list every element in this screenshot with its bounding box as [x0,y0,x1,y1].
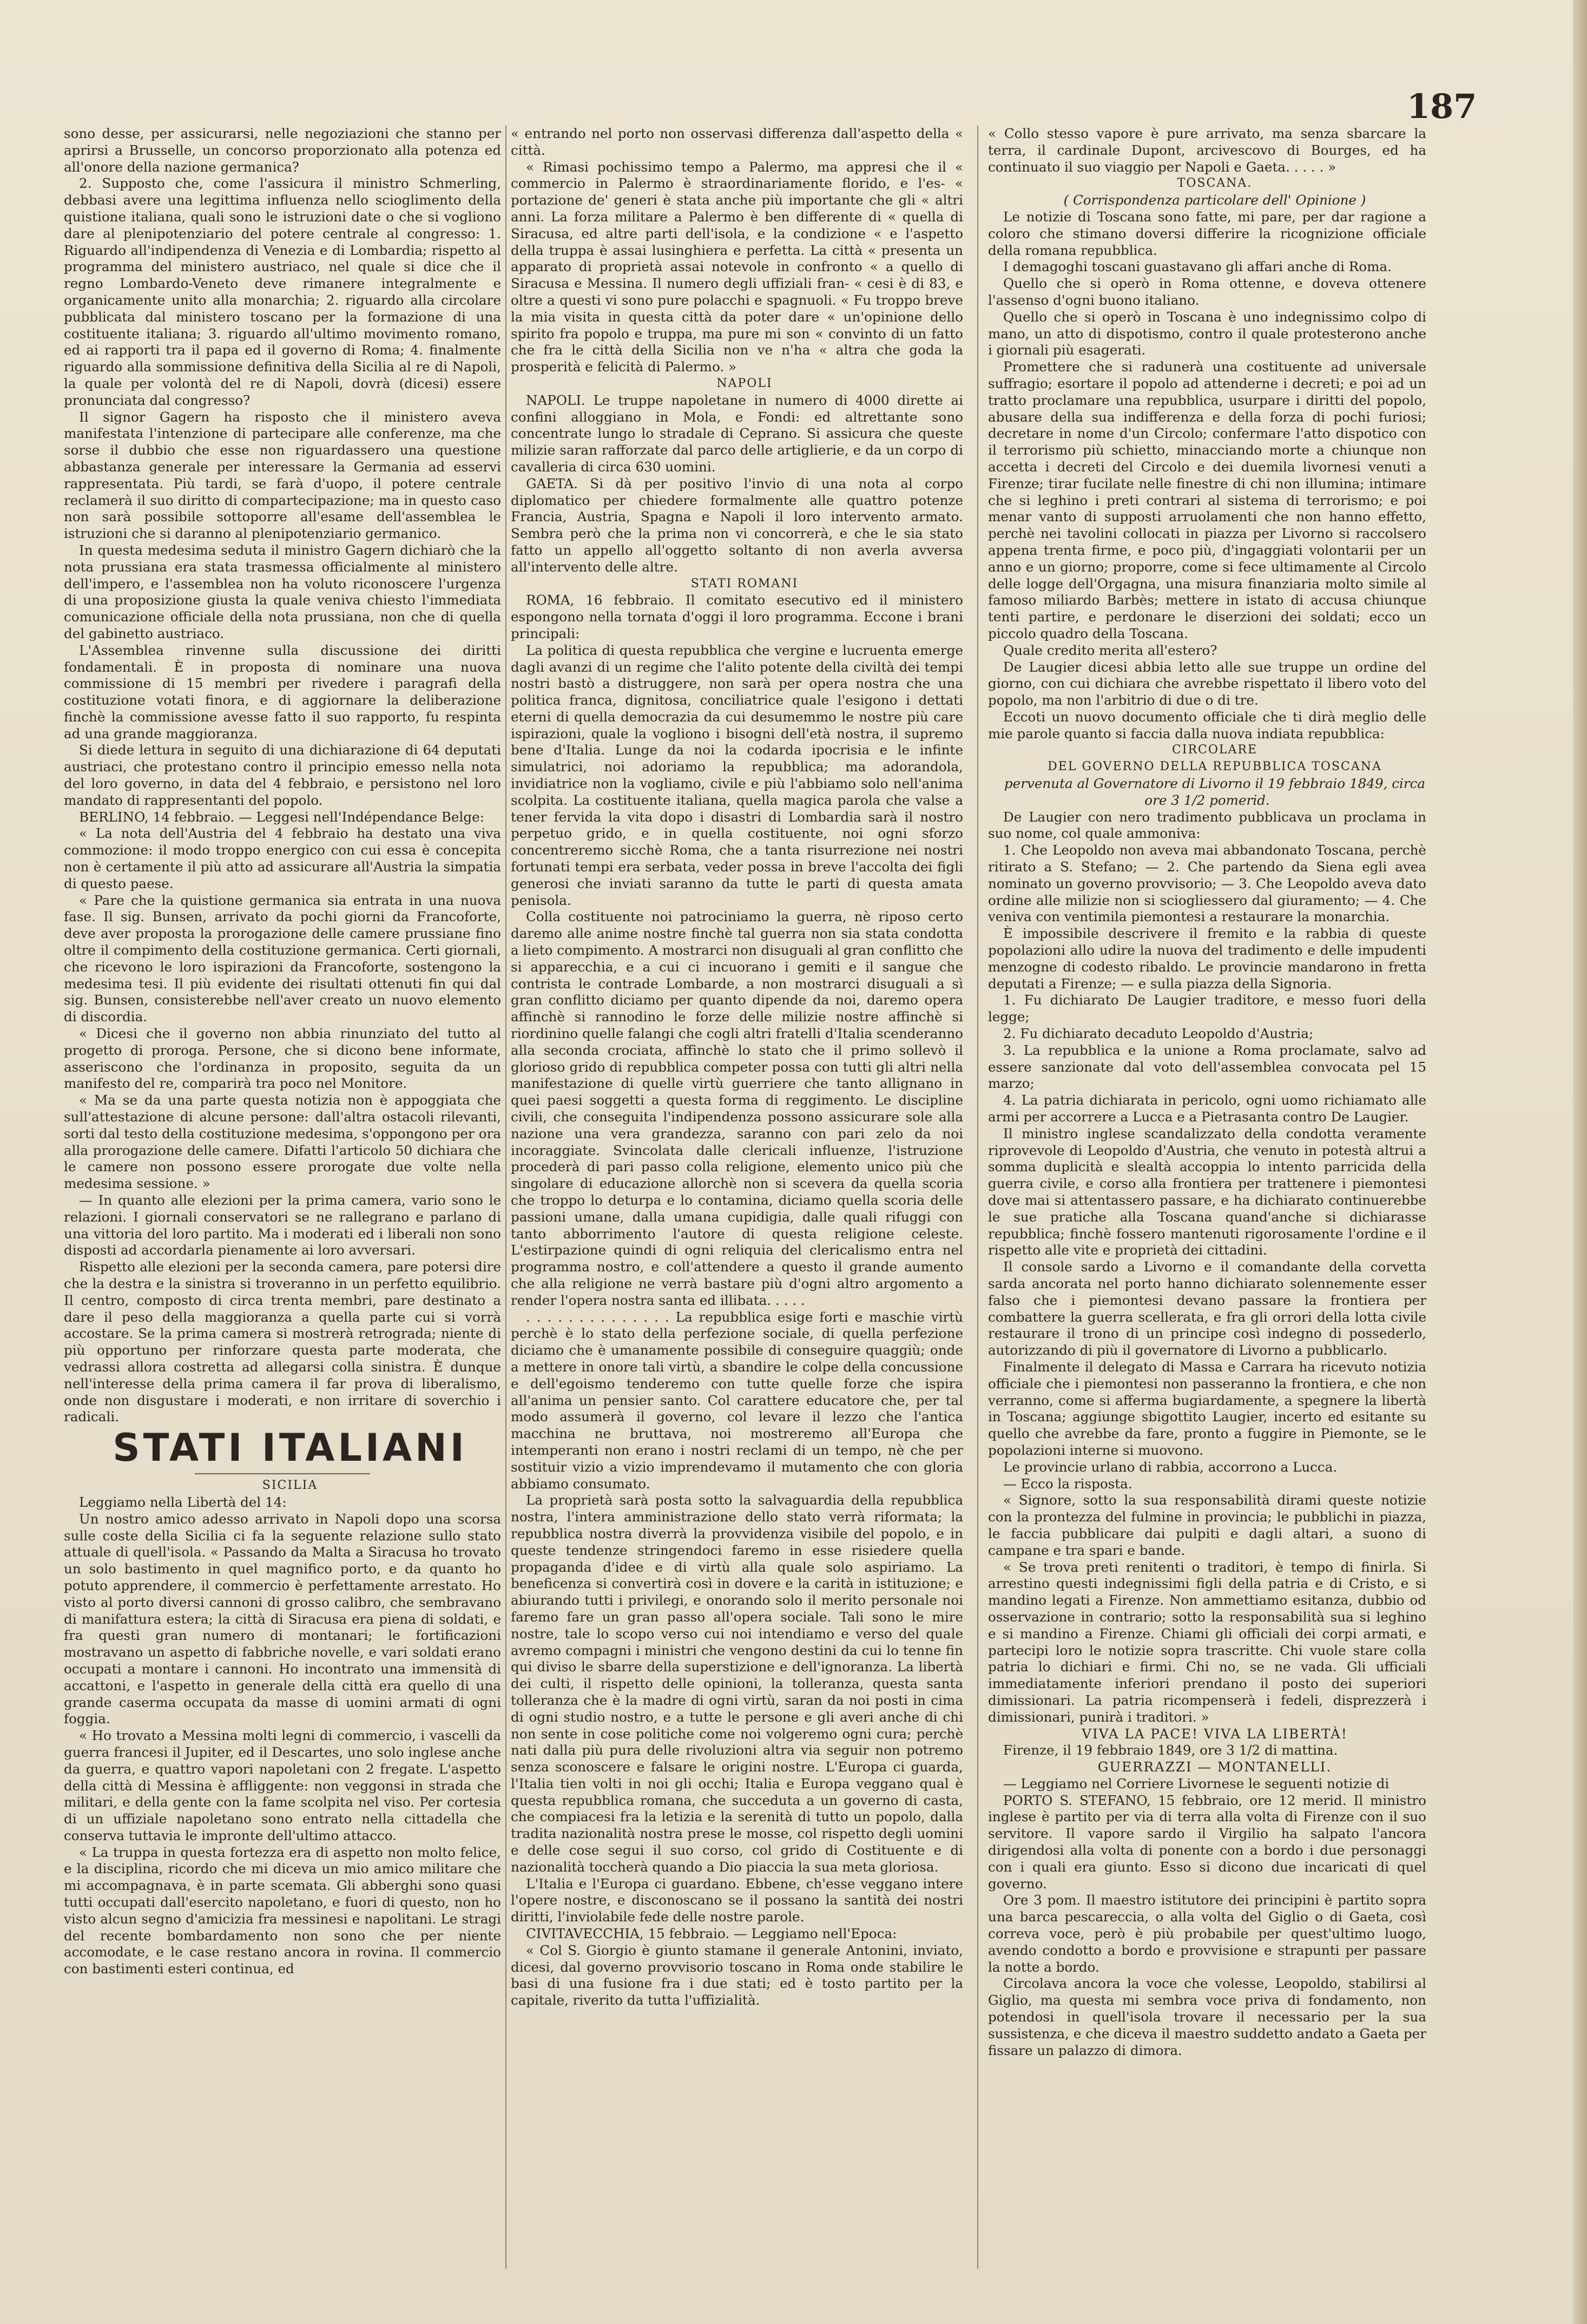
column-3 [988,126,1426,2059]
paragraph: Colla costituente noi patrociniamo la guerra, nè riposo certo daremo alle anime nostre finchè tal guerra non sia stata condotta a lieto compimento. A mostrarci non disuguali al gran conflitto che si apparecchia, e a cui ci incuorano i gemiti e il sangue che contrista le contrade Lombarde, a non mostrarci disuguali a sì gran conflitto diciamo per quanto dipende da noi, daremo opera affinchè si rannodino le forze delle milizie nostre affinchè si riordinino quelle falangi che cogli altri fratelli d'Italia scenderanno alla seconda crociata, affinchè lo stato che il primo sollevò il glorioso grido di repubblica competer possa con tutti gli altri nella manifestazione di quelle virtù guerriere che tanto allignano in quei paesi soggetti a questa forma di reggimento. Le discipline civili, che conseguita l'indipendenza possono assicurare sole alla nazione una vera grandezza, saranno con pari zelo da noi incoraggiate. Svincolata dalle clericali influenze, l'istruzione procederà di pari passo colla religione, elemento unico più che singolare di educazione allorchè non si scevera da quella scoria che troppo lo deturpa e lo contamina, diciamo quella scoria delle passioni umane, dalla umana cupidigia, dalle quali rifuggi con tanto abborrimento l'autore di questa religione celeste. L'estirpazione quindi di ogni reliquia del clericalismo entra nel programma nostro, e coll'attendere a questo il grande aumento che alla religione ne verrà bastare più d'ogni altro argomento a render l'opera nostra santa ed illibata. . . . . [511,909,963,1308]
paragraph: BERLINO, 14 febbraio. — Leggesi nell'Indépendance Belge: [79,809,485,825]
paragraph: Quale credito merita all'estero? [1003,642,1217,658]
paragraph: ROMA, 16 febbraio. Il comitato esecutivo ed il ministero espongono nella tornata d'oggi il loro programma. Eccone i brani principali: [511,592,963,641]
paragraph: I demagoghi toscani guastavano gli affari anche di Roma. [1003,259,1392,275]
paragraph: « Dicesi che il governo non abbia rinunziato del tutto al progetto di proroga. Persone, che si dicono bene informate, asseriscono che l'ordinanza in proposito, seguita da un manifesto del re, comparirà tra poco nel Monitore. [64,1026,501,1092]
paragraph: Le provincie urlano di rabbia, accorrono a Lucca. [1003,1459,1338,1475]
paragraph: 1. Fu dichiarato De Laugier traditore, e messo fuori della legge; [988,992,1426,1025]
paragraph: Un nostro amico adesso arrivato in Napoli dopo una scorsa sulle coste della Sicilia ci fa la seguente relazione sullo stato attuale di quell'isola. « Passando da Malta a Siracusa ho trovato un solo bastimento in quel magnifico porto, e da quanto ho potuto apprendere, il commercio è perfettamente arrestato. Ho visto al porto diversi cannoni di grosso calibro, che sembravano di manifattura estera; la città di Siracusa era piena di soldati, e fra questi gran numero di montanari; le fortificazioni mostravano un aspetto di fabbriche novelle, e vari soldati erano occupati a montare i cannoni. Ho incontrato una immensità di accattoni, e l'aspetto in generale della città era quello di una grande caserma occupata da masse di uomini armati di ogni foggia. [64,1511,501,1727]
section-title: STATI ITALIANI [113,1426,467,1470]
paragraph: 2. Fu dichiarato decaduto Leopoldo d'Austria; [1003,1026,1314,1042]
paragraph: « Se trova preti renitenti o traditori, è tempo di finirla. Si arrestino questi indegnissimi figli della patria e di Cristo, e si mandino legati a Firenze. Non ammettiamo esitanza, dubbio od osservazione in contrario; sotto la responsabilità sua si leghino e si mandino a Firenze. Chiami gli officiali dei corpi armati, e partecipi loro le notizie sopra trascritte. Chi vuole stare colla patria lo dichiari e firmi. Chi no, se ne vada. Gli ufficiali immediatamente inferiori prendano il posto dei superiori dimissionari. La patria ricompenserà i fedeli, disprezzerà i dimissionari, punirà i traditori. » [988,1559,1426,1725]
paragraph: Ore 3 pom. Il maestro istitutore dei principini è partito sopra una barca pescareccia, o alla volta del Giglio o di Gaeta, così correva voce, però è più probabile per quest'ultimo luogo, avendo condotto a bordo e provvisione e strapunti per passare la notte a bordo. [988,1892,1426,1975]
page-edge [1573,0,1587,2324]
paragraph: — Leggiamo nel Corriere Livornese le seguenti notizie di [1003,1775,1390,1791]
paragraph: « Collo stesso vapore è pure arrivato, ma senza sbarcare la terra, il cardinale Dupont, arcivescovo di Bourges, ed ha continuato il suo viaggio per Napoli e Gaeta. . . . . » [988,126,1426,175]
column-2 [511,126,963,2009]
paragraph: — In quanto alle elezioni per la prima camera, vario sono le relazioni. I giornali conservatori se ne rallegrano e parlano di una vittoria del loro partito. Ma i moderati ed i liberali non sono disposti ad accordarla pienamente ai loro avversari. [64,1192,501,1258]
signatories: GUERRAZZI — MONTANELLI. [1097,1759,1332,1775]
subsection-title: STATI ROMANI [690,576,799,590]
column-1 [64,126,501,1978]
paragraph: NAPOLI. Le truppe napoletane in numero di 4000 dirette ai confini alloggiano in Mola, e Fondi: ed altrettante sono concentrate lungo lo stradale di Ceprano. Si assicura che queste milizie saran rafforzate dal parco delle artiglierie, e da un corpo di cavalleria di circa 630 uomini. [511,392,963,475]
paragraph: In questa medesima seduta il ministro Gagern dichiarò che la nota prussiana era stata trasmessa officialmente al ministero dell'impero, e l'assemblea non ha voluto riconoscere l'urgenza di una proposizione giusta la quale veniva chiesto l'immediata comunicazione officiale della nota prussiana, non che di quella del gabinetto austriaco. [64,542,501,641]
subsection-subtitle: ( Corrispondenza particolare dell' Opinione ) [1063,192,1366,208]
dateline: Firenze, il 19 febbraio 1849, ore 3 1/2 di mattina. [1003,1742,1338,1758]
paragraph: CIVITAVECCHIA, 15 febbraio. — Leggiamo nell'Epoca: [526,1926,897,1942]
paragraph: Il ministro inglese scandalizzato della condotta veramente riprovevole di Leopoldo d'Austria, che venuto in potestà altrui a somma duplicità e slealtà accoppia lo intento parricida della guerra civile, e corso alla frontiera per trattenere i piemontesi dove mai si attentassero passare, e ha dichiarato continuerebbe le sue pratiche alla Toscana quand'anche si dichiarasse repubblica; finchè fossero mantenuti rigorosamente l'ordine e il rispetto alle vite e proprietà dei cittadini. [988,1125,1426,1258]
paragraph: Si diede lettura in seguito di una dichiarazione di 64 deputati austriaci, che protestano contro il principio emesso nella nota del loro governo, in data del 4 febbraio, e persistono nel loro mandato di rappresentanti del popolo. [64,742,501,808]
paragraph: 3. La repubblica e la unione a Roma proclamate, salvo ad essere sanzionate dal voto dell'assemblea convocata pel 15 marzo; [988,1042,1426,1092]
paragraph: È impossibile descrivere il fremito e la rabbia di queste popolazioni allo udire la nuova del tradimento e delle impudenti menzogne di codesto ribaldo. Le provincie mandarono in fretta deputati a Firenze; — e sulla piazza della Signoria. [988,925,1426,992]
title-rule [195,1473,370,1474]
motto: VIVA LA PACE! VIVA LA LIBERTÀ! [1082,1725,1348,1742]
paragraph: . . . . . . . . . . . . . . La repubblica esige forti e maschie virtù perchè è lo stato della perfezione sociale, di quella perfezione diciamo che è umanamente possibile di conseguire quaggiù; onde a mettere in onore tali virtù, a sbandire le colpe della concussione e dell'egoismo tenderemo con tutte quelle forze che ispira all'anima un pensier santo. Col carattere educatore che, per tal modo assumerà il governo, col levare il lezzo che l'antica macchina ne bruttava, noi mostreremo all'Europa che intemperanti non erano i nostri reclami di un tempo, nè che per sostituir vizio a vizio imprendevamo il mutamento che con gloria abbiamo consumato. [511,1309,963,1492]
paragraph: « La truppa in questa fortezza era di aspetto non molto felice, e la disciplina, ricordo che mi diceva un mio amico militare che mi accompagnava, è in parte scemata. Gli abberghi sono quasi tutti occupati dall'esercito napoletano, e fuori di questo, non ho visto alcun segno d'amicizia fra messinesi e napolitani. Le stragi del recente bombardamento non sono che per niente accomodate, e le case restano ancora in rovina. Il commercio con bastimenti esteri continua, ed [64,1844,501,1977]
paragraph: 4. La patria dichiarata in pericolo, ogni uomo richiamato alle armi per accorrere a Lucca e a Pietrasanta contro De Laugier. [988,1092,1426,1125]
paragraph: L'Italia e l'Europa ci guardano. Ebbene, ch'esse veggano intere l'opere nostre, e disconoscano se il possano la santità dei nostri diritti, l'inviolabile fede delle nostre parole. [511,1875,963,1925]
paragraph: La proprietà sarà posta sotto la salvaguardia della repubblica nostra, l'intera amministrazione dello stato verrà riformata; la repubblica nostra diverrà la provvidenza visibile del popolo, e in queste tendenze stringendoci faremo in esse risiedere quella propaganda d'idee e di virtù alla quale solo aspiriamo. La beneficenza si convertirà così in dovere e la carità in istituzione; e abiurando tutti i privilegi, e onorando solo il merito personale noi faremo fare un gran passo all'opera sociale. Tali sono le mire nostre, tale lo scopo verso cui noi intendiamo e verso del quale avremo compagni i ministri che vengono destini da cui lo tenne fin qui diviso le sbarre della superstizione e dell'ignoranza. La libertà dei culti, il rispetto delle opinioni, la tolleranza, questa santa tolleranza che è la madre di ogni virtù, saran da noi posti in cima di ogni studio nostro, e a tutte le persone e gli averi anche di chi non sente in cose politiche come noi volgeremo ogni cura; perchè nati dalla più pura delle rivoluzioni altra via seguir non potremo senza sconoscere e falsare le origini nostre. L'Europa ci guarda, l'Italia tien volti in noi gli occhi; Italia e Europa veggano qual è questa repubblica romana, che succeduta a un governo di casta, che compiacesi fra la letizia e la serenità di tutto un popolo, dalla tradita nazionalità nostra prese le mosse, col rispetto degli uomini e delle cose segui il suo corso, col grido di Costituente e di nazionalità toccherà quando a Dio piaccia la sua meta gloriosa. [511,1492,963,1875]
paragraph: GAETA. Si dà per positivo l'invio di una nota al corpo diplomatico per chiedere formalmente alle quattro potenze Francia, Austria, Spagna e Napoli il loro intervento armato. Sembra però che la prima non vi concorrerà, e che le sia stato fatto un appello all'oggetto soltanto di non averla avversa all'intervento delle altre. [511,475,963,575]
paragraph: Rispetto alle elezioni per la seconda camera, pare potersi dire che la destra e la sinistra si troveranno in un perfetto equilibrio. Il centro, composto di circa trenta membri, pare destinato a dare il peso della maggioranza a quella parte cui si vorrà accostare. Se la prima camera si mostrerà retrograda; niente di più opportuno per rinforzare questa parte moderata, che vedrassi allora costretta ad allegarsi colla sinistra. È dunque nell'interesse della prima camera il far prova di liberalismo, onde non disgustare i moderati, e non irritare di soverchio i radicali. [64,1259,501,1425]
paragraph: « Signore, sotto la sua responsabilità dirami queste notizie con la prontezza del fulmine in provincia; le pubblichi in piazza, le faccia pubblicare dai pulpiti e dagli altari, a suono di campane e tra spari e bande. [988,1492,1426,1558]
circolare-dateline: pervenuta al Governatore di Livorno il 19 febbraio 1849, circa ore 3 1/2 pomerid. [1004,776,1426,808]
paragraph: « Rimasi pochissimo tempo a Palermo, ma appresi che il « commercio in Palermo è straordinariamente florido, e l'es- « portazione de' generi è stata anche più importante che gli « altri anni. La forza militare a Palermo è ben differente di « quella di Siracusa, ed altre parti dell'isola, e la condizione « e l'aspetto della truppa è assai lusinghiera e perfetta. La città « presenta un apparato di proprietà assai notevole in confronto « a quello di Siracusa e Messina. Il numero degli uffiziali fran- « cesi è di 83, e oltre a questi vi sono pure polacchi e spagnuoli. « Fu troppo breve la mia visita in questa città da poter dare « un'opinione dello spirito fra popolo e truppa, ma pure mi son « convinto di un fatto che fra le città della Sicilia non ve n'ha « altra che goda la prosperità e felicità di Palermo. » [511,159,963,375]
paragraph: Il console sardo a Livorno e il comandante della corvetta sarda ancorata nel porto hanno dichiarato solennemente esser falso che i piemontesi devano passare la frontiera per combattere la guerra scellerata, e fra gli orrori della lotta civile restaurare il trono di un principe così indegno di possederlo, autorizzando di più il governatore di Livorno a pubblicarlo. [988,1259,1426,1358]
paragraph: De Laugier con nero tradimento pubblicava un proclama in suo nome, col quale ammoniva: [988,809,1426,842]
paragraph: De Laugier dicesi abbia letto alle sue truppe un ordine del giorno, con cui dichiara che avrebbe rispettato il libero voto del popolo, ma non l'arbitrio di due o di tre. [988,659,1426,708]
paragraph: Circolava ancora la voce che volesse, Leopoldo, stabilirsi al Giglio, ma questa mi sembra voce priva di fondamento, non potendosi in quell'isola trovare il necessario per la sua sussistenza, e che diceva il maestro suddetto andato a Gaeta per fissare un palazzo di dimora. [988,1975,1426,2058]
circolare-subtitle: DEL GOVERNO DELLA REPUBBLICA TOSCANA [1048,760,1382,774]
paragraph: « Ho trovato a Messina molti legni di commercio, i vascelli da guerra francesi il Jupiter, ed il Descartes, uno solo inglese anche da guerra, e quattro vapori napoletani con 2 fregate. L'aspetto della città di Messina è affliggente: non veggonsi in strada che militari, e della gente con la fame scolpita nel viso. Per cortesia di un uffiziale napoletano sono entrato nella cittadella che conserva tuttavia le impronte dell'ultimo attacco. [64,1728,501,1843]
subsection-title: NAPOLI [716,376,773,390]
paragraph: « Pare che la quistione germanica sia entrata in una nuova fase. Il sig. Bunsen, arrivato da pochi giorni da Francoforte, deve aver proposta la prorogazione delle camere prussiane fino oltre il compimento della costituzione germanica. Certi giornali, che ricevono le loro ispirazioni da Francoforte, sostengono la medesima tesi. Il più evidente dei risultati ottenuti fin qui dal sig. Bunsen, consisterebbe nell'aver creato un nuovo elemento di discordia. [64,892,501,1025]
paragraph: La politica di questa repubblica che vergine e lucruenta emerge dagli avanzi di un regime che l'alito potente della civiltà dei tempi nostri bastò a distruggere, non sarà per opera nostra che una politica franca, dignitosa, conciliatrice quale l'esigono i dettati eterni di quella democrazia da cui desumemmo le nostre più care ispirazioni, quale la vogliono i bisogni dell'età nostra, il supremo bene d'Italia. Lunge da noi la codarda ipocrisia e le infinte simulatrici, noi adoriamo la repubblica; ma adorandola, invidiatrice non la vogliamo, civile e più l'abbiamo solo nell'anima scolpita. La costituente italiana, quella magica parola che valse a tener fervida la vita dopo i disastri di Lombardia sarà il nostro perpetuo grido, e in quella costituente, noi ogni sforzo concentreremo sicchè Roma, che a tanta risurrezione nei nostri fortunati tempi era serbata, veder possa in breve l'accolta dei figli generosi che inviati saranno da tutte le parti di questa amata penisola. [511,642,963,908]
paragraph: Eccoti un nuovo documento officiale che ti dirà meglio delle mie parole quanto si faccia dalla nuova indiata repubblica: [988,708,1426,741]
paragraph: 1. Che Leopoldo non aveva mai abbandonato Toscana, perchè ritirato a S. Stefano; — 2. Che partendo da Siena egli avea nominato un governo provvisorio; — 3. Che Leopoldo aveva dato ordine alle milizie non si sciogliessero dal giuramento; — 4. Che veniva con ventimila piemontesi a restaurare la monarchia. [988,842,1426,925]
page-number: 187 [1407,87,1477,126]
paragraph: sono desse, per assicurarsi, nelle negoziazioni che stanno per aprirsi a Brusselle, un concorso proporzionato alla potenza ed all'onore della nazione germanica? [64,126,501,175]
paragraph: Quello che si operò in Toscana è uno indegnissimo colpo di mano, un atto di dispotismo, contro il quale protesterono anche i giornali più esagerati. [988,308,1426,358]
paragraph: Il signor Gagern ha risposto che il ministero aveva manifestata l'intenzione di partecipare alle conferenze, ma che sorse il dubbio che esse non riguardassero una questione abbastanza generale per interessare la Germania ad esservi rappresentata. Più tardi, se farà d'uopo, il potere centrale reclamerà il suo diritto di compartecipazione; ma in questo caso non sarà possibile sottoporre all'esame dell'assemblea le istruzioni che si daranno al plenipotenziario germanico. [64,409,501,542]
paragraph: L'Assemblea rinvenne sulla discussione dei diritti fondamentali. È in proposta di nominare una nuova commissione di 15 membri per rivedere i paragrafi della costituzione votati finora, e di aggiornare la deliberazione finchè la commissione avesse fatto il suo rapporto, fu respinta ad una grande maggioranza. [64,642,501,741]
paragraph: Quello che si operò in Roma ottenne, e doveva ottenere l'assenso d'ogni buono italiano. [988,275,1426,308]
paragraph: Finalmente il delegato di Massa e Carrara ha ricevuto notizia officiale che i piemontesi non passeranno la frontiera, e che non verranno, come si afferma bugiardamente, a spegnere la libertà in Toscana; aggiunge sbigottito Laugier, incerto ed esitante su quello che avrebbe da fare, pronto a fuggire in Piemonte, se le popolazioni interne si muovono. [988,1358,1426,1458]
subsection-title: TOSCANA. [1177,176,1253,191]
paragraph: Leggiamo nella Libertà del 14: [79,1494,287,1510]
paragraph: « La nota dell'Austria del 4 febbraio ha destato una viva commozione: il modo troppo energico con cui essa è concepita non è certamente il più atto ad assicurare all'Austria la simpatia di questo paese. [64,825,501,891]
paragraph: — Ecco la risposta. [1003,1475,1132,1492]
paragraph: 2. Supposto che, come l'assicura il ministro Schmerling, debbasi avere una legittima influenza nello scioglimento della quistione italiana, quali sono le istruzioni date o che si vogliono dare al plenipotenziario del potere centrale al congresso: 1. Riguardo all'indipendenza di Venezia e di Lombardia; rispetto al programma del ministero austriaco, nel quale si dice che il regno Lombardo-Veneto deve rimanere integralmente e organicamente unito alla monarchia; 2. riguardo alla circolare pubblicata dal ministero toscano per la formazione di una costituente italiana; 3. riguardo all'ultimo movimento romano, ed ai rapporti tra il papa ed il governo di Roma; 4. finalmente riguardo alla sommissione definitiva della Sicilia al re di Napoli, la quale per volontà del re di Napoli, dovrà (dicesi) essere pronunciata dal congresso? [64,175,501,408]
circolare-title: CIRCOLARE [1171,743,1258,757]
paragraph: Le notizie di Toscana sono fatte, mi pare, per dar ragione a coloro che stimano doversi differire la ricognizione officiale della romana repubblica. [988,208,1426,258]
paragraph: « Ma se da una parte questa notizia non è appoggiata che sull'attestazione di alcune persone: dall'altra ostacoli rilevanti, sorti dal testo della costituzione medesima, s'oppongono per ora alla prorogazione delle camere. Difatti l'articolo 50 dichiara che le camere non possono essere prorogate due volte nella medesima sessione. » [64,1092,501,1192]
column-divider [977,126,978,2269]
paragraph: « entrando nel porto non osservasi differenza dall'aspetto della « città. [511,126,963,158]
subsection-title: SICILIA [262,1479,318,1493]
paragraph: PORTO S. STEFANO, 15 febbraio, ore 12 merid. Il ministro inglese è partito per via di terra alla volta di Firenze con il suo servitore. Il vapore sardo il Virgilio ha salpato l'ancora dirigendosi alla volta di ponente con a bordo i due personaggi con i quali era giunto. Esso si dicono due incaricati di quel governo. [988,1792,1426,1892]
column-divider [505,126,506,2269]
paragraph: « Col S. Giorgio è giunto stamane il generale Antonini, inviato, dicesi, dal governo provvisorio toscano in Roma onde stabilire le basi di una fusione fra i due stati; ed è tosto partito per la capitale, riverito da tutta l'uffizialità. [511,1942,963,2008]
paragraph: Promettere che si radunerà una costituente ad universale suffragio; esortare il popolo ad attenderne i decreti; e poi ad un tratto proclamare una repubblica, usurpare i diritti del popolo, abusare della sua indifferenza e della forza di pochi furiosi; decretare in nome d'un Circolo; confermare l'atto dispotico con il terrorismo più schietto, minacciando morte a chiunque non accetta i decreti del Circolo e dei duemila livornesi venuti a Firenze; tirar fucilate nelle finestre di chi non illumina; intimare che si leghino i preti contrari al sistema di terrorismo; e poi menar vanto di supposti arruolamenti che non hanno effetto, perchè nei tavolini collocati in piazza per Livorno si raccolsero appena trenta firme, e poco più, d'ingaggiati volontarii per un anno e un giorno; proporre, come si fece ultimamente al Circolo delle logge dell'Orgagna, una misura finanziaria molto simile al famoso miliardo Barbès; mettere in istato di accusa chiunque tenti partire, e perdonare le diserzioni dei soldati; ecco un piccolo quadro della Toscana. [988,359,1426,641]
